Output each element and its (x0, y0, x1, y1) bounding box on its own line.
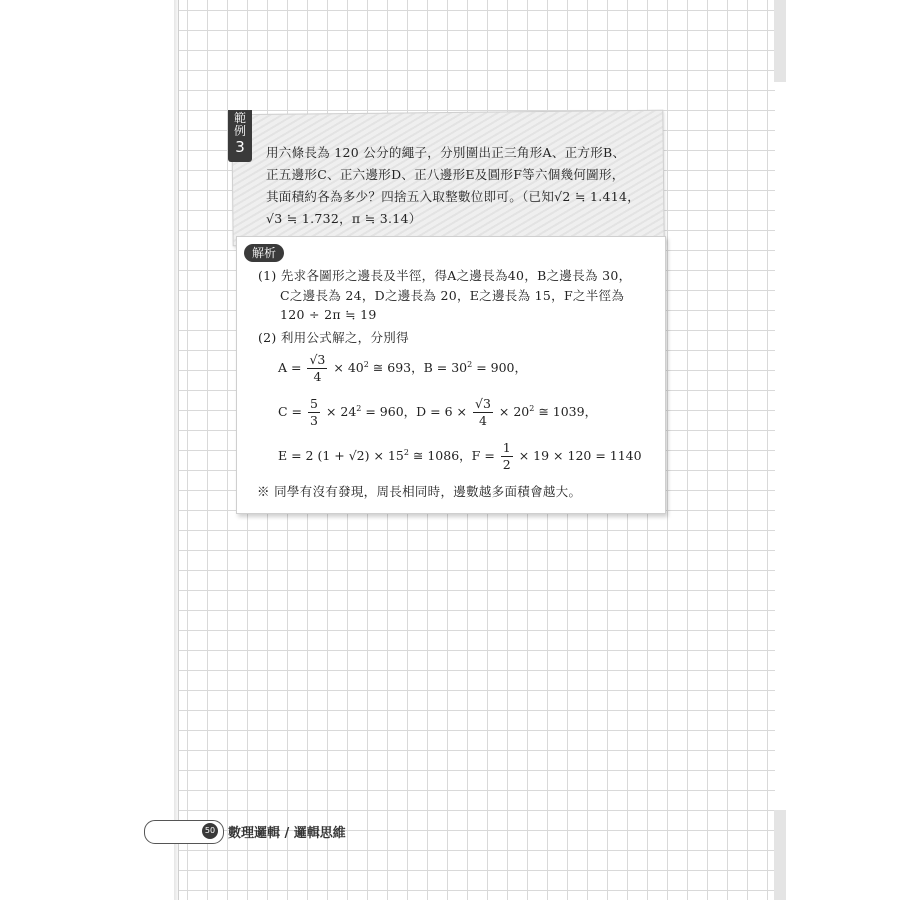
exponent: 2 (529, 403, 535, 413)
solution-step-1-cont: 120 ÷ 2π ≒ 19 (280, 307, 377, 322)
formula-a-b (278, 352, 527, 385)
formula-text: = 960，D = 6 × (361, 404, 468, 419)
formula-text: A = (278, 360, 302, 375)
formula-text: ≅ 1086，F = (408, 448, 495, 463)
solution-step-1-cont: C之邊長為 24，D之邊長為 20，E之邊長為 15，F之半徑為 (280, 288, 625, 303)
question-line: 其面積約各為多少？四捨五入取整數位即可。（已知√2 ≒ 1.414， (266, 189, 641, 204)
exponent: 2 (403, 447, 409, 457)
question-line: √3 ≒ 1.732，π ≒ 3.14） (266, 211, 422, 226)
numerator: √3 (309, 352, 326, 367)
formula-text: = 900， (472, 360, 527, 375)
solution-note: ※ 同學有沒有發現，周長相同時，邊數越多面積會越大。 (257, 484, 582, 499)
example-tag-char-1: 範 (233, 111, 246, 125)
formula-text: C = (278, 404, 303, 419)
denominator: 4 (478, 413, 487, 428)
formula-text: × 24 (325, 404, 357, 419)
exponent: 2 (356, 403, 362, 413)
denominator: 2 (502, 457, 511, 472)
exponent: 2 (363, 359, 369, 369)
numerator: 5 (310, 396, 318, 411)
solution-step-2: (2) 利用公式解之，分別得 (258, 330, 409, 345)
example-tag-char-2: 例 (233, 124, 246, 138)
fraction (308, 396, 320, 429)
numerator: 1 (502, 440, 511, 455)
formula-text: ≅ 693，B = 30 (368, 360, 468, 375)
formula-text: × 40 (333, 360, 364, 375)
formula-text: ≅ 1039， (534, 404, 598, 419)
footer-title: 數理邏輯 / 邏輯思維 (228, 826, 346, 841)
question-line: 用六條長為 120 公分的繩子，分別圍出正三角形A、正方形B、 (266, 145, 626, 160)
numerator: √3 (475, 396, 491, 411)
fraction (307, 352, 327, 385)
formula-text: E = 2 (1 + √2) × 15 (278, 448, 404, 463)
page-number: 50 (202, 823, 218, 839)
formula-text: × 20 (498, 404, 530, 419)
example-tag (228, 110, 252, 162)
fraction (473, 396, 493, 429)
solution-badge: 解析 (244, 244, 284, 262)
solution-step-1: (1) 先求各圖形之邊長及半徑，得A之邊長為40，B之邊長為 30， (258, 268, 632, 283)
question-line: 正五邊形C、正六邊形D、正八邊形E及圓形F等六個幾何圖形， (266, 167, 625, 182)
exponent: 2 (467, 359, 473, 369)
formula-text: × 19 × 120 = 1140 (518, 448, 642, 463)
fraction (501, 440, 513, 473)
denominator: 3 (310, 413, 318, 428)
denominator: 4 (313, 369, 322, 384)
formula-c-d (278, 396, 597, 429)
question-text (266, 142, 658, 230)
page-edge-strip-top (774, 0, 786, 82)
formula-e-f (278, 440, 642, 473)
example-number: 3 (235, 138, 245, 156)
page-edge-strip-bottom (774, 810, 786, 900)
